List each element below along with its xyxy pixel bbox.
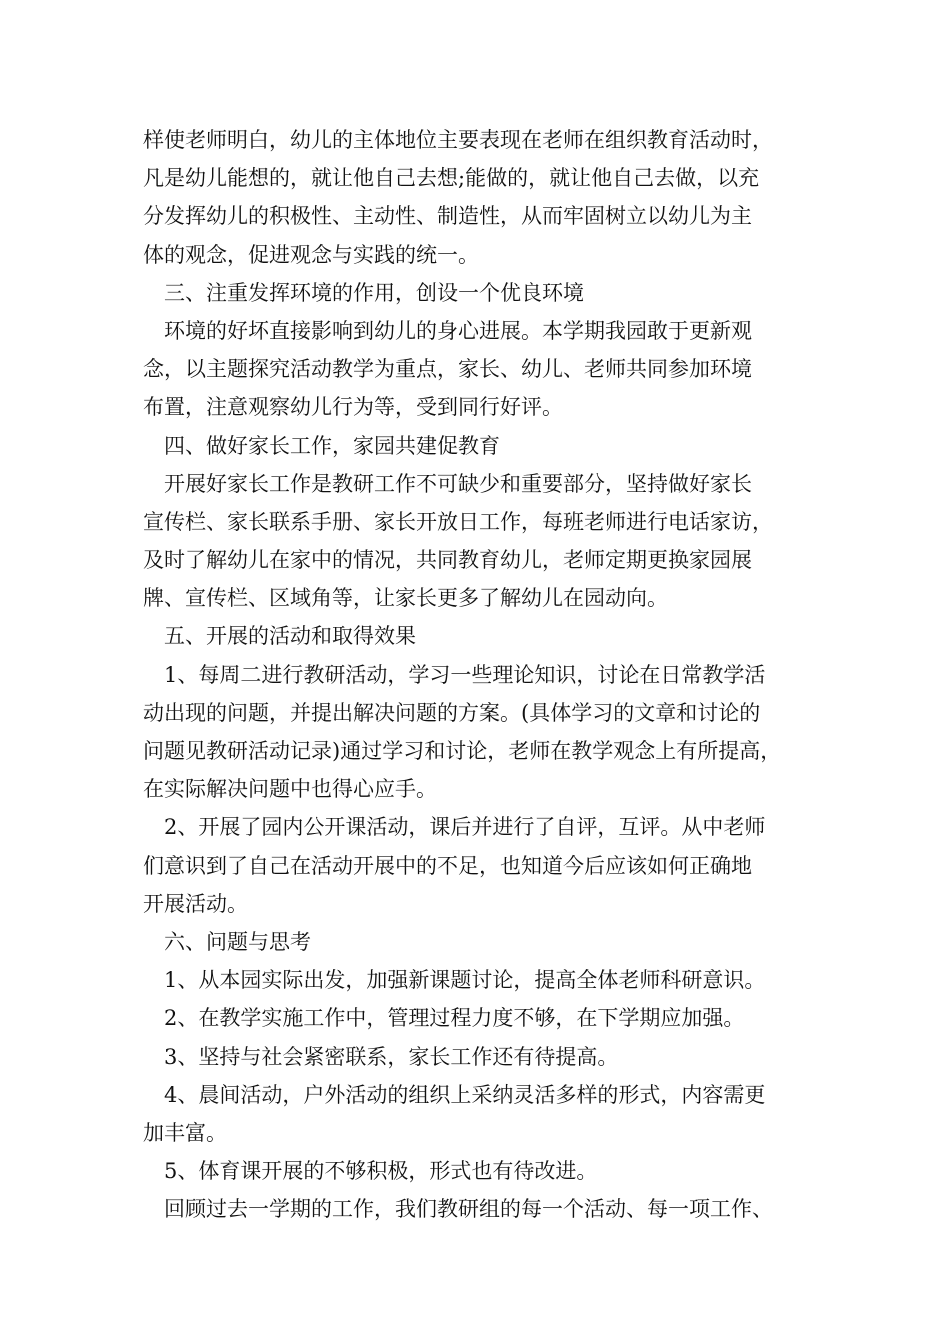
text-line: 五、开展的活动和取得效果 (143, 624, 416, 649)
text-line: 开展活动。 (143, 891, 248, 916)
text-line: 在实际解决问题中也得心应手。 (143, 777, 437, 802)
text-line: 3、坚持与社会紧密联系，家长工作还有待提高。 (143, 1044, 619, 1069)
text-line: 及时了解幼儿在家中的情况，共同教育幼儿，老师定期更换家园展 (143, 548, 752, 573)
text-line: 凡是幼儿能想的，就让他自己去想;能做的，就让他自己去做，以充 (143, 166, 760, 191)
text-line: 回顾过去一学期的工作，我们教研组的每一个活动、每一项工作、 (143, 1197, 773, 1222)
text-line: 2、开展了园内公开课活动，课后并进行了自评，互评。从中老师 (143, 815, 766, 840)
text-line: 六、问题与思考 (143, 929, 311, 954)
text-line: 念，以主题探究活动教学为重点，家长、幼儿、老师共同参加环境 (143, 357, 752, 382)
text-line: 动出现的问题，并提出解决问题的方案。(具体学习的文章和讨论的 (143, 700, 761, 725)
text-line: 们意识到了自己在活动开展中的不足，也知道今后应该如何正确地 (143, 853, 752, 878)
text-line: 1、从本园实际出发，加强新课题讨论，提高全体老师科研意识。 (143, 968, 766, 993)
text-line: 分发挥幼儿的积极性、主动性、制造性，从而牢固树立以幼儿为主 (143, 204, 752, 229)
text-line: 2、在教学实施工作中，管理过程力度不够，在下学期应加强。 (143, 1006, 745, 1031)
text-line: 环境的好坏直接影响到幼儿的身心进展。本学期我园敢于更新观 (143, 318, 752, 343)
document-body (143, 121, 833, 1228)
text-line: 开展好家长工作是教研工作不可缺少和重要部分，坚持做好家长 (143, 471, 752, 496)
text-line: 牌、宣传栏、区域角等，让家长更多了解幼儿在园动向。 (143, 586, 668, 611)
text-line: 加丰富。 (143, 1120, 227, 1145)
text-line: 布置，注意观察幼儿行为等，受到同行好评。 (143, 395, 563, 420)
text-line: 四、做好家长工作，家园共建促教育 (143, 433, 500, 458)
text-line: 宣传栏、家长联系手册、家长开放日工作，每班老师进行电话家访， (143, 509, 773, 534)
text-line: 三、注重发挥环境的作用，创设一个优良环境 (143, 280, 584, 305)
text-line: 5、体育课开展的不够积极，形式也有待改进。 (143, 1159, 598, 1184)
text-line: 4、晨间活动，户外活动的组织上采纳灵活多样的形式，内容需更 (143, 1082, 766, 1107)
text-line: 问题见教研活动记录)通过学习和讨论，老师在教学观念上有所提高， (143, 739, 782, 763)
text-line: 样使老师明白，幼儿的主体地位主要表现在老师在组织教育活动时， (143, 128, 773, 152)
text-line: 体的观念，促进观念与实践的统一。 (143, 242, 479, 267)
text-line: 1、每周二进行教研活动，学习一些理论知识，讨论在日常教学活 (143, 662, 766, 687)
